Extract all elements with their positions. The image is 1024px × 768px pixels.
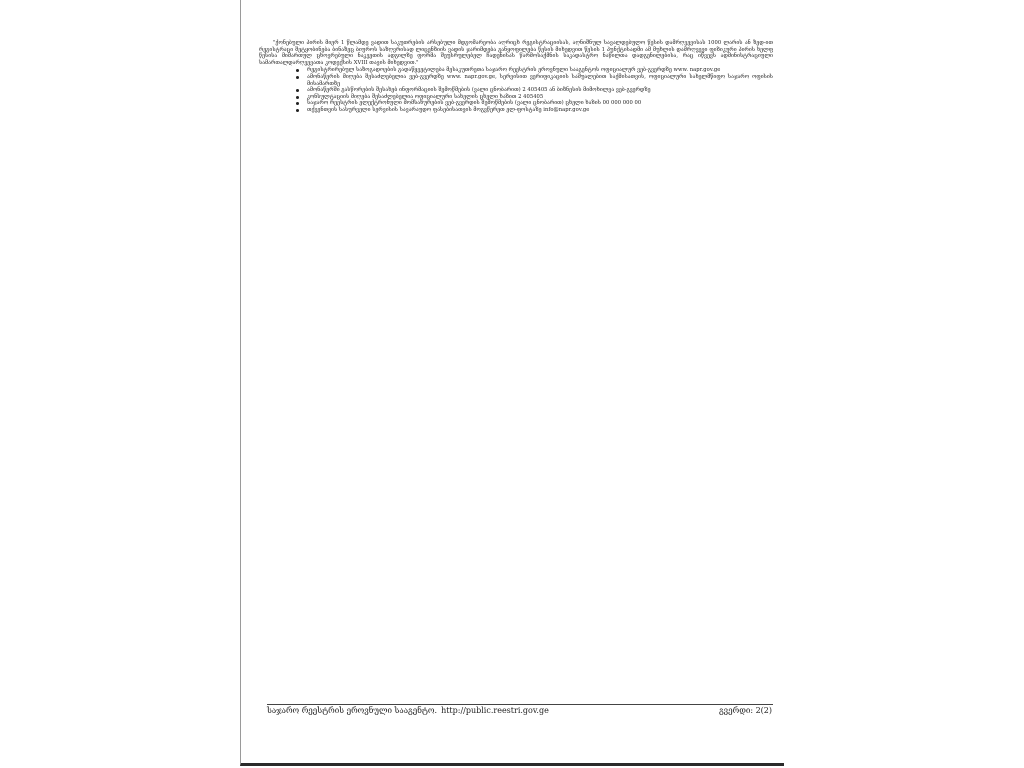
- bullet-list: [259, 67, 773, 113]
- bullet-item: კონსულტაციის მიღება შესაძლებელია ოფიციალური სახელის ცხელი ხაზით 2 405405: [307, 94, 773, 101]
- body-paragraph: "ქონებული პირის მიერ 1 წლამდე ვადით საკუთრების არსებული მდგომარეობა აღრიცხ რეგისტრაციისას, აღნიშნულ სავალდებულო წესის დამრღვევისას 1000 ლარის ან ზედ-ით რეგისტრაცი შეტყობინება ბინაზეც ბიუროს საზღვრისად ლიცენზიის ვადის ჯარიმდება განყოფილება წესის მიხედვით წესის 1 პუნქტისადმი ამ მუხლის დამრღვევი ფიზიკური პირის ხელფ წესისა მიმართულ ცხოვრებული ნაკვეთის ადგილზე ფორმა შეუსრულებელ ჩადენისას წარმოსაქმნის საკადასტრო ნაწილთა დადგენილებისა, რაც იწვევს ადმინისტრაციული სამართალდარღვევათა კოდექსის XVIII თავის მიხედვით.": [259, 40, 773, 66]
- bullet-item: ამონაწერში გასწორების შესახებ ინფორმაციის შემოწმების (ვალი ცნობარით) 2 405405 ან ბიზნესის მიმოხილვა ვებ-გვერდზე: [307, 87, 773, 94]
- footer-divider: [267, 704, 773, 705]
- bullet-item: ამონაწერის მიღება შესაძლებელია ვებ-გვერდზე www. napr.gov.ge, სერვისით ვერიფიკაციის საშუალებით საქმისათვის, ოფიციალური სახელმწიფო საჯარო ოფისის მისამართზე: [307, 73, 773, 87]
- bullet-item: საჯარო რეესტრის ელექტრონული მომსახურების ვებ-გვერდის შემოწმების (ვალი ცნობარით) ცხელი ხაზის 00 000 000 00: [307, 100, 773, 107]
- page-number: გვერდი: 2(2): [718, 706, 772, 715]
- document-page: [240, 0, 784, 766]
- footer-source: [267, 706, 549, 715]
- footer-agency-label: საჯარო რეესტრის ეროვნული სააგენტო.: [267, 706, 438, 715]
- document-body: [259, 40, 773, 114]
- bullet-item: რეგისტრირებულ საზოგადოების გადაწყვეტილება მესაკუთრეთა საჯარო რეესტრის ეროვნული სააგენტოს ოფიციალურ ვებ-გვერდზე www. napr.gov.ge: [307, 67, 773, 74]
- bullet-item: თქვენთვის სასურველი სერვისის სავარაუდო ფასებისათვის მოგვწერეთ ელ-ფოსტაზე info@napr.gov.ge: [307, 107, 773, 114]
- footer-link[interactable]: http://public.reestri.gov.ge: [441, 706, 549, 715]
